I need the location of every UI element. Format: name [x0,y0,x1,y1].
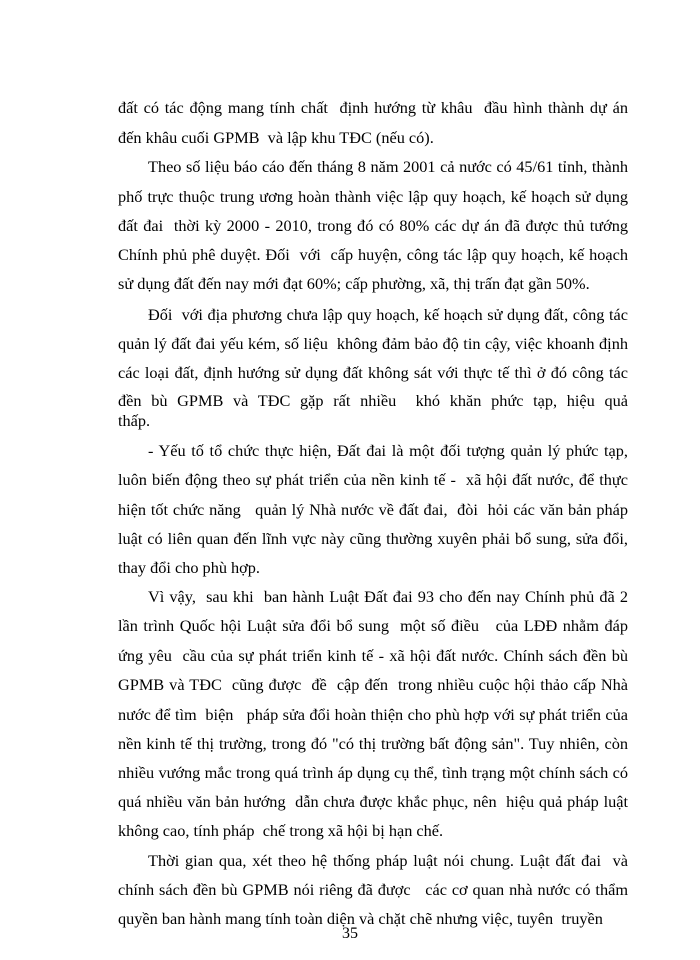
text-line: lần trình Quốc hội Luật sửa đổi bổ sung một số điều của LĐĐ nhằm đáp [118,616,628,635]
text-line: quá nhiều văn bản hướng dẫn chưa được khắc phục, nên hiệu quả pháp luật [118,792,628,811]
text-line: Đối với địa phương chưa lập quy hoạch, kế hoạch sử dụng đất, công tác [148,305,628,324]
text-line: GPMB và TĐC cũng được đề cập đến trong nhiều cuộc hội thảo cấp Nhà [118,675,628,694]
text-line: quản lý đất đai yếu kém, số liệu không đảm bảo độ tin cậy, việc khoanh định [118,334,628,353]
text-line: không cao, tính pháp chế trong xã hội bị hạn chế. [118,821,444,840]
text-line: các loại đất, định hướng sử dụng đất không sát với thực tế thì ở đó công tác [118,363,628,382]
text-line: sử dụng đất đến nay mới đạt 60%; cấp phường, xã, thị trấn đạt gần 50%. [118,274,590,293]
text-line: đến khâu cuối GPMB và lập khu TĐC (nếu có). [118,128,434,147]
text-line: thay đổi cho phù hợp. [118,558,261,577]
text-line: Chính phủ phê duyệt. Đối với cấp huyện, công tác lập quy hoạch, kế hoạch [118,245,628,264]
text-line: phố trực thuộc trung ương hoàn thành việc lập quy hoạch, kế hoạch sử dụng [118,187,628,206]
text-line: Theo số liệu báo cáo đến tháng 8 năm 2001 cả nước có 45/61 tỉnh, thành [148,157,628,176]
text-line: Vì vậy, sau khi ban hành Luật Đất đai 93 cho đến nay Chính phủ đã 2 [148,587,628,606]
text-line: - Yếu tố tổ chức thực hiện, Đất đai là một đối tượng quản lý phức tạp, [148,441,628,460]
text-line: Thời gian qua, xét theo hệ thống pháp luật nói chung. Luật đất đai và [148,851,628,870]
text-line: nền kinh tế thị trường, trong đó "có thị trường bất động sản". Tuy nhiên, còn [118,734,628,753]
text-line: ứng yêu cầu của sự phát triển kinh tế - xã hội đất nước. Chính sách đền bù [118,646,628,665]
text-line: quyền ban hành mang tính toàn diện và chặt chẽ nhưng việc, tuyên truyền [118,909,603,928]
text-line: chính sách đền bù GPMB nói riêng đã được các cơ quan nhà nước có thẩm [118,880,628,899]
text-line: luật có liên quan đến lĩnh vực này cũng thường xuyên phải bổ sung, sửa đổi, [118,529,628,548]
text-line: nước để tìm biện pháp sửa đổi hoàn thiện cho phù hợp với sự phát triển của [118,705,628,724]
page-number: 35 [342,925,358,942]
text-line: luôn biến động theo sự phát triển của nền kinh tế - xã hội đất nước, để thực [118,470,628,489]
text-line: thấp. [118,411,151,430]
text-line: đền bù GPMB và TĐC gặp rất nhiều khó khăn phức tạp, hiệu quả [118,391,628,410]
text-line: nhiều vướng mắc trong quá trình áp dụng cụ thể, tình trạng một chính sách có [118,763,628,782]
text-line: đất có tác động mang tính chất định hướng từ khâu đầu hình thành dự án [118,98,628,117]
text-line: hiện tốt chức năng quản lý Nhà nước về đất đai, đòi hỏi các văn bản pháp [118,500,628,519]
text-line: đất đai thời kỳ 2000 - 2010, trong đó có 80% các dự án đã được thủ tướng [118,216,628,235]
